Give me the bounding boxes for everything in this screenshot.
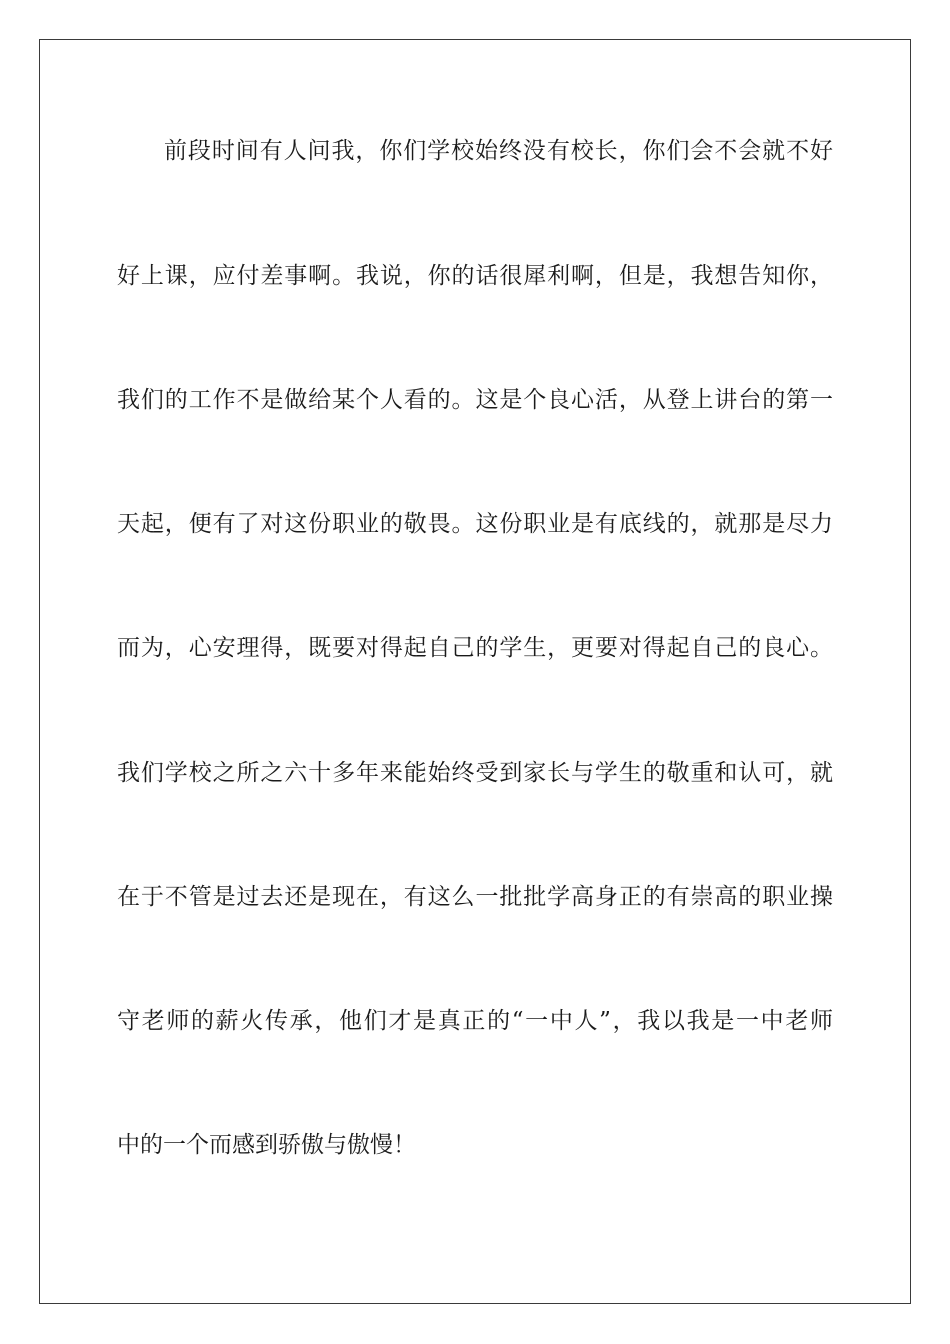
- page-frame: [39, 39, 911, 1304]
- paragraph-line-5: 而为，心安理得，既要对得起自己的学生，更要对得起自己的良心。: [117, 635, 833, 661]
- paragraph-line-4: 天起，便有了对这份职业的敬畏。这份职业是有底线的，就那是尽力: [117, 511, 833, 537]
- paragraph-line-2: 好上课，应付差事啊。我说，你的话很犀利啊，但是，我想告知你，: [117, 263, 833, 289]
- paragraph-line-3: 我们的工作不是做给某个人看的。这是个良心活，从登上讲台的第一: [117, 387, 833, 413]
- paragraph-line-8: 守老师的薪火传承，他们才是真正的“一中人”，我以我是一中老师: [117, 1008, 833, 1034]
- paragraph-line-1: 前段时间有人问我，你们学校始终没有校长，你们会不会就不好: [164, 138, 833, 164]
- paragraph-line-7: 在于不管是过去还是现在，有这么一批批学高身正的有崇高的职业操: [117, 884, 833, 910]
- paragraph-line-6: 我们学校之所之六十多年来能始终受到家长与学生的敬重和认可，就: [117, 760, 833, 786]
- paragraph-line-9: 中的一个而感到骄傲与傲慢！: [117, 1132, 416, 1158]
